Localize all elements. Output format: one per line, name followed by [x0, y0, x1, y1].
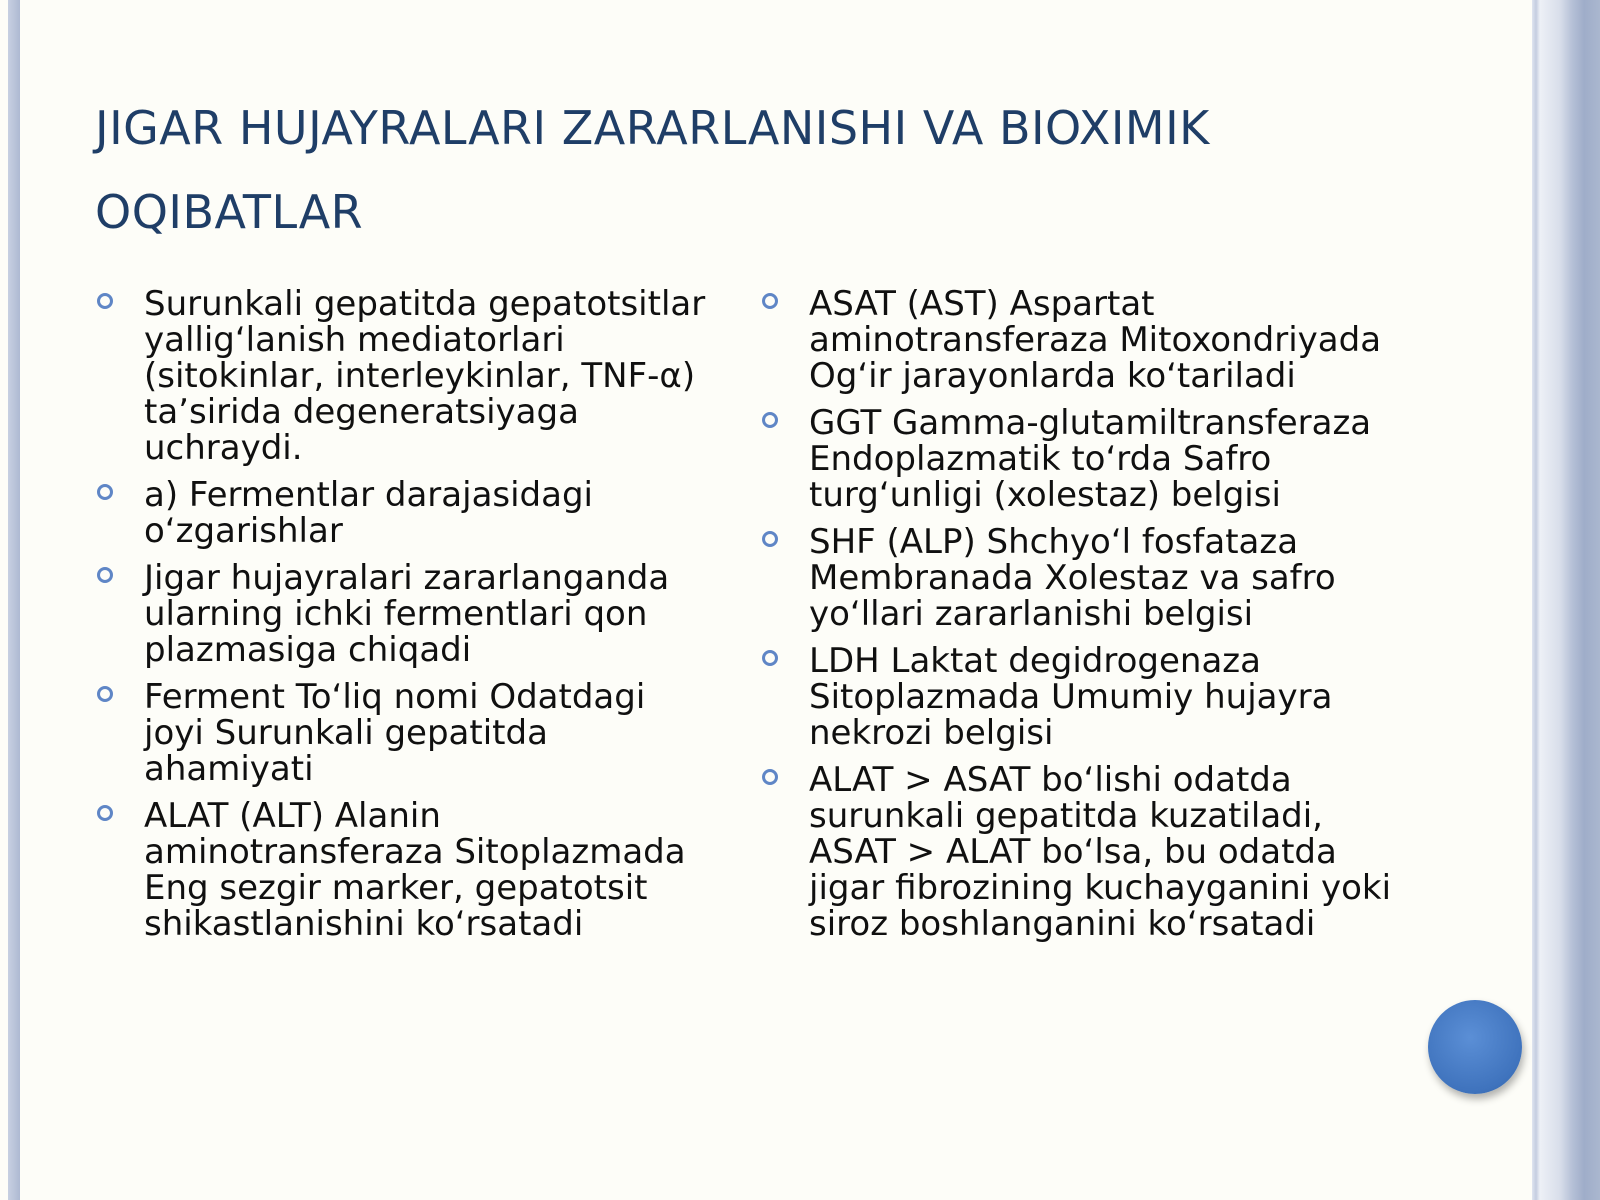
bullet-icon [762, 650, 778, 666]
bullet-icon [97, 805, 113, 821]
bullet-item [760, 286, 1400, 394]
left-bullet-list [95, 286, 715, 953]
bullet-item [95, 560, 715, 668]
bullet-text: ALAT (ALT) Alanin aminotransferaza Sitoplazmada Eng sezgir marker, gepatotsit shikastlanishini ko‘rsatadi [144, 796, 686, 944]
bullet-item [95, 286, 715, 466]
bullet-text: ALAT > ASAT bo‘lishi odatda surunkali gepatitda kuzatiladi, ASAT > ALAT bo‘lsa, bu odatda jigar fibrozining kuchayganini yoki siroz boshlanganini ko‘rsatadi [809, 760, 1392, 944]
bullet-icon [97, 567, 113, 583]
bullet-item [760, 762, 1400, 942]
slide-title: JIGAR HUJAYRALARI ZARARLANISHI VA BIOXIMIK OQIBATLAR [95, 101, 1210, 239]
bullet-item [760, 405, 1400, 513]
bullet-text: ASAT (AST) Aspartat aminotransferaza Mitoxondriyada Og‘ir jarayonlarda ko‘tariladi [809, 284, 1382, 396]
bullet-icon [762, 769, 778, 785]
bullet-text: Surunkali gepatitda gepatotsitlar yallig‘lanish mediatorlari (sitokinlar, interleykinlar, TNF-α) ta’sirida degeneratsiyaga uchraydi. [144, 284, 706, 468]
bullet-text: SHF (ALP) Shchyo‘l fosfataza Membranada Xolestaz va safro yo‘llari zararlanishi belgisi [809, 522, 1336, 634]
bullet-item [95, 477, 715, 549]
bullet-icon [97, 484, 113, 500]
bullet-text: Ferment To‘liq nomi Odatdagi joyi Surunkali gepatitda ahamiyati [144, 677, 646, 789]
bullet-text: Jigar hujayralari zararlanganda ularning ichki fermentlari qon plazmasiga chiqadi [144, 558, 670, 670]
left-border-decoration [8, 0, 20, 1200]
bullet-text: GGT Gamma-glutamiltransferaza Endoplazmatik to‘rda Safro turg‘unligi (xolestaz) belgisi [809, 403, 1372, 515]
bullet-icon [762, 531, 778, 547]
bullet-text: a) Fermentlar darajasidagi o‘zgarishlar [144, 475, 594, 551]
slide-nav-button[interactable] [1428, 1000, 1522, 1094]
bullet-text: LDH Laktat degidrogenaza Sitoplazmada Umumiy hujayra nekrozi belgisi [809, 641, 1333, 753]
bullet-icon [762, 293, 778, 309]
bullet-item [95, 798, 715, 942]
bullet-icon [97, 686, 113, 702]
bullet-item [95, 679, 715, 787]
right-bullet-list [760, 286, 1400, 953]
bullet-icon [762, 412, 778, 428]
bullet-icon [97, 293, 113, 309]
bullet-item [760, 643, 1400, 751]
right-border-decoration [1532, 0, 1600, 1200]
bullet-item [760, 524, 1400, 632]
